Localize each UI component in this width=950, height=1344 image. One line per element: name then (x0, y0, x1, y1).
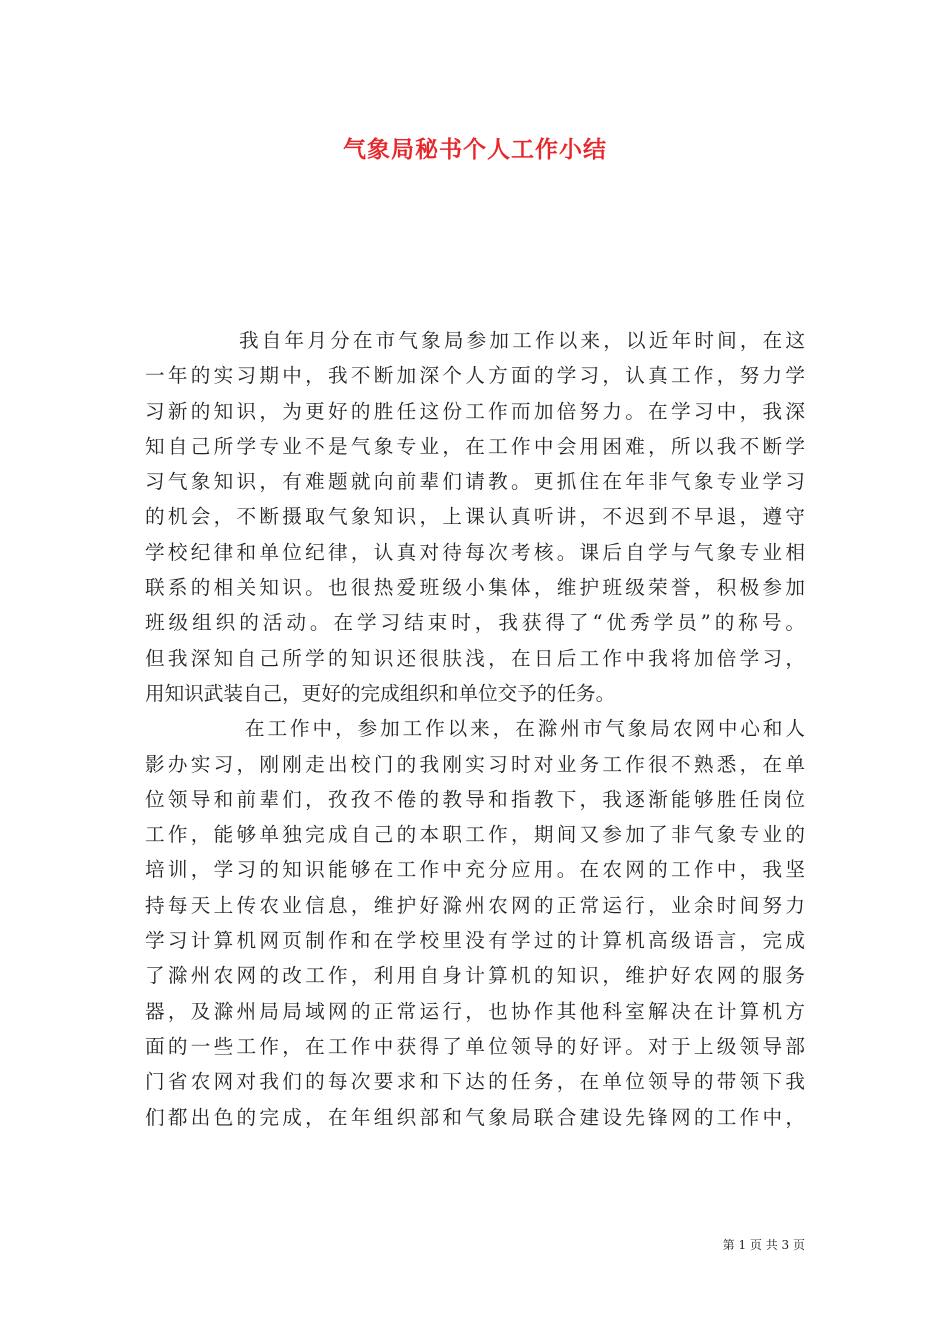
paragraph-line: 但我深知自己所学的知识还很肤浅，在日后工作中我将加倍学习， (145, 646, 805, 670)
paragraph-1 (145, 323, 805, 711)
paragraph-line: 培训，学习的知识能够在工作中充分应用。在农网的工作中，我坚 (145, 858, 805, 882)
document-title: 气象局秘书个人工作小结 (343, 136, 607, 163)
paragraph-line: 学习计算机网页制作和在学校里没有学过的计算机高级语言，完成 (145, 929, 805, 953)
paragraph-line: 用知识武装自己，更好的完成组织和单位交予的任务。 (145, 681, 616, 705)
paragraph-line: 的机会，不断摄取气象知识，上课认真听讲，不迟到不早退，遵守 (145, 505, 805, 529)
paragraph-line: 器，及滁州局局域网的正常运行，也协作其他科室解决在计算机方 (145, 999, 805, 1023)
paragraph-2 (145, 711, 805, 1135)
paragraph-line: 影办实习，刚刚走出校门的我刚实习时对业务工作很不熟悉，在单 (145, 752, 805, 776)
paragraph-line: 位领导和前辈们，孜孜不倦的教导和指教下，我逐渐能够胜任岗位 (145, 787, 805, 811)
paragraph-line: 习气象知识，有难题就向前辈们请教。更抓住在年非气象专业学习 (145, 470, 805, 494)
paragraph-line: 在工作中，参加工作以来，在滁州市气象局农网中心和人 (245, 717, 805, 741)
paragraph-line: 联系的相关知识。也很热爱班级小集体，维护班级荣誉，积极参加 (145, 576, 805, 600)
paragraph-line: 门省农网对我们的每次要求和下达的任务，在单位领导的带领下我 (145, 1070, 805, 1094)
paragraph-line: 工作，能够单独完成自己的本职工作，期间又参加了非气象专业的 (145, 823, 805, 847)
paragraph-line: 们都出色的完成，在年组织部和气象局联合建设先锋网的工作中， (145, 1105, 805, 1129)
paragraph-line: 习新的知识，为更好的胜任这份工作而加倍努力。在学习中，我深 (145, 399, 805, 423)
paragraph-line: 持每天上传农业信息，维护好滁州农网的正常运行，业余时间努力 (145, 893, 805, 917)
paragraph-line: 知自己所学专业不是气象专业，在工作中会用困难，所以我不断学 (145, 434, 805, 458)
paragraph-line: 了滁州农网的改工作，利用自身计算机的知识，维护好农网的服务 (145, 964, 805, 988)
paragraph-line: 一年的实习期中，我不断加深个人方面的学习，认真工作，努力学 (145, 364, 805, 388)
paragraph-line: 面的一些工作，在工作中获得了单位领导的好评。对于上级领导部 (145, 1034, 805, 1058)
page-number-footer: 第 1 页 共 3 页 (722, 1238, 805, 1252)
document-body (145, 323, 805, 1135)
paragraph-line: 学校纪律和单位纪律，认真对待每次考核。课后自学与气象专业相 (145, 540, 805, 564)
paragraph-line: 我自年月分在市气象局参加工作以来，以近年时间，在这 (239, 329, 805, 352)
paragraph-line: 班级组织的活动。在学习结束时，我获得了“优秀学员”的称号。 (145, 611, 805, 635)
